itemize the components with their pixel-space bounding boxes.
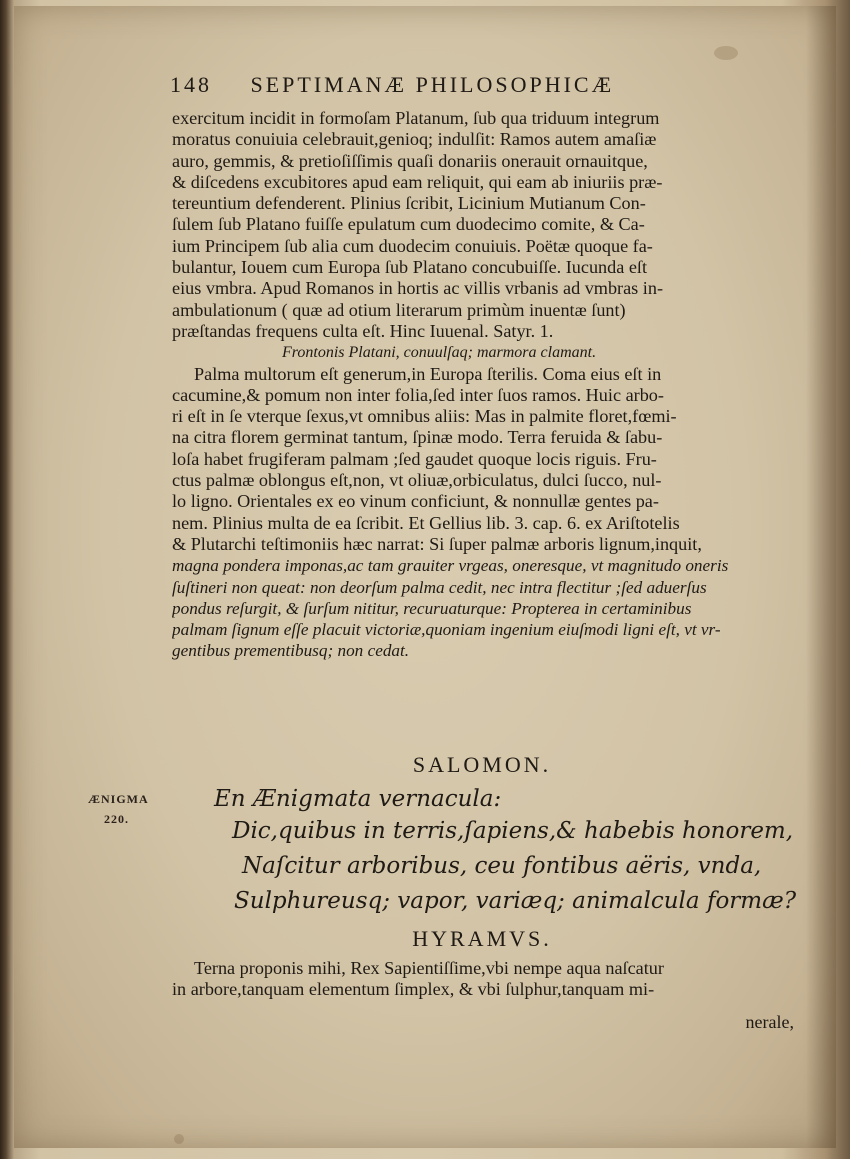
text-line: loſa habet frugiferam palmam ;ſed gaudet quoque locis riguis. Fru- <box>172 448 657 469</box>
heading-hyramus: HYRAMVS. <box>412 926 552 951</box>
italic-line: ſuſtineri non queat: non deorſum palma cedit, nec intra flectitur ;ſed aduerſus <box>172 577 707 597</box>
text-line: eius vmbra. Apud Romanos in hortis ac villis vrbanis ad vmbras in- <box>172 278 663 299</box>
text-line: præſtandas frequens culta eſt. Hinc Iuuenal. Satyr. 1. <box>172 320 554 341</box>
foxing-spot <box>714 46 738 60</box>
text-line: ctus palmæ oblongus eſt,non, vt oliuæ,orbiculatus, dulci ſucco, nul- <box>172 470 662 491</box>
verse-line: Sulphureusq; vapor, variæq; animalcula formæ? <box>234 888 797 914</box>
text-line: ſulem ſub Platano fuiſſe epulatum cum duodecimo comite, & Ca- <box>172 214 645 235</box>
italic-line: palmam ſignum eſſe placuit victoriæ,quoniam ingenium eiuſmodi ligni eſt, vt vr- <box>172 620 721 640</box>
text-line: ium Principem ſub alia cum duodecim conuiuis. Poëtæ quoque fa- <box>172 235 653 256</box>
edge-stain <box>806 6 836 1148</box>
text-line: na citra florem germinat tantum, ſpinæ modo. Terra feruida & ſabu- <box>172 427 663 448</box>
text-line: & Plutarchi teſtimoniis hæc narrat: Si ſuper palmæ arboris lignum,inquit, <box>172 533 702 554</box>
text-line: nem. Plinius multa de ea ſcribit. Et Gellius lib. 3. cap. 6. ex Ariſtotelis <box>172 512 680 533</box>
text-line: Palma multorum eſt generum,in Europa ſterilis. Coma eius eſt in <box>194 363 662 384</box>
text-line: ambulationum ( quæ ad otium literarum primùm inuentæ ſunt) <box>172 299 626 320</box>
italic-line: pondus reſurgit, & ſurſum nititur, recuruaturque: Propterea in certaminibus <box>172 598 692 618</box>
ink-spot <box>174 1134 184 1144</box>
running-header <box>170 72 730 108</box>
text-line: Terna proponis mihi, Rex Sapientiſſime,vbi nempe aqua naſcatur <box>194 958 664 978</box>
text-line: lo ligno. Orientales ex eo vinum conficiunt, & nonnullæ gentes pa- <box>172 491 659 512</box>
text-line: in arbore,tanquam elementum ſimplex, & vbi ſulphur,tanquam mi- <box>172 979 655 1000</box>
catchword: nerale, <box>745 1012 794 1032</box>
text-line: tereuntium defenderent. Plinius ſcribit, Licinium Mutianum Con- <box>172 193 646 214</box>
verse-line: Dic,quibus in terris,ſapiens,& habebis honorem, <box>232 818 794 844</box>
verse-line: En Ænigmata vernacula: <box>214 786 502 812</box>
text-line: auro, gemmis, & pretioſiſſimis quaſi donariis onerauit ornauitque, <box>172 150 648 171</box>
text-line: cacumine,& pomum non inter folia,ſed inter ſuos ramos. Huic arbo- <box>172 384 664 405</box>
italic-line: magna pondera imponas,ac tam grauiter vrgeas, oneresque, vt magnitudo oneris <box>172 556 729 576</box>
page-number: 148 <box>170 72 212 97</box>
margin-note-aenigma: ÆNIGMA <box>88 792 149 806</box>
hyramus-paragraph <box>172 958 792 1001</box>
italic-line: gentibus prementibusq; non cedat. <box>172 641 410 661</box>
text-line: bulantur, Iouem cum Europa ſub Platano concubuiſſe. Iucunda eſt <box>172 257 648 278</box>
juvenal-quote: Frontonis Platani, conuulſaq; marmora clamant. <box>282 344 597 362</box>
text-line: moratus conuiuia celebrauit,genioq; indulſit: Ramos autem amaſiæ <box>172 129 657 150</box>
heading-salomon: SALOMON. <box>412 752 552 777</box>
platanus-paragraph <box>172 108 792 662</box>
verse-line: Naſcitur arboribus, ceu fontibus aëris, vnda, <box>242 853 762 879</box>
running-title: SEPTIMANÆ PHILOSOPHICÆ <box>250 72 615 97</box>
text-line: & diſcedens excubitores apud eam reliquit, qui eam ab iniuriis præ- <box>172 171 663 192</box>
text-line: ri eſt in ſe vterque ſexus,vt omnibus aliis: Mas in palmite floret,fœmi- <box>172 406 677 427</box>
text-line: exercitum incidit in formoſam Platanum, ſub qua triduum integrum <box>172 108 660 128</box>
margin-note-number: 220. <box>104 812 129 826</box>
